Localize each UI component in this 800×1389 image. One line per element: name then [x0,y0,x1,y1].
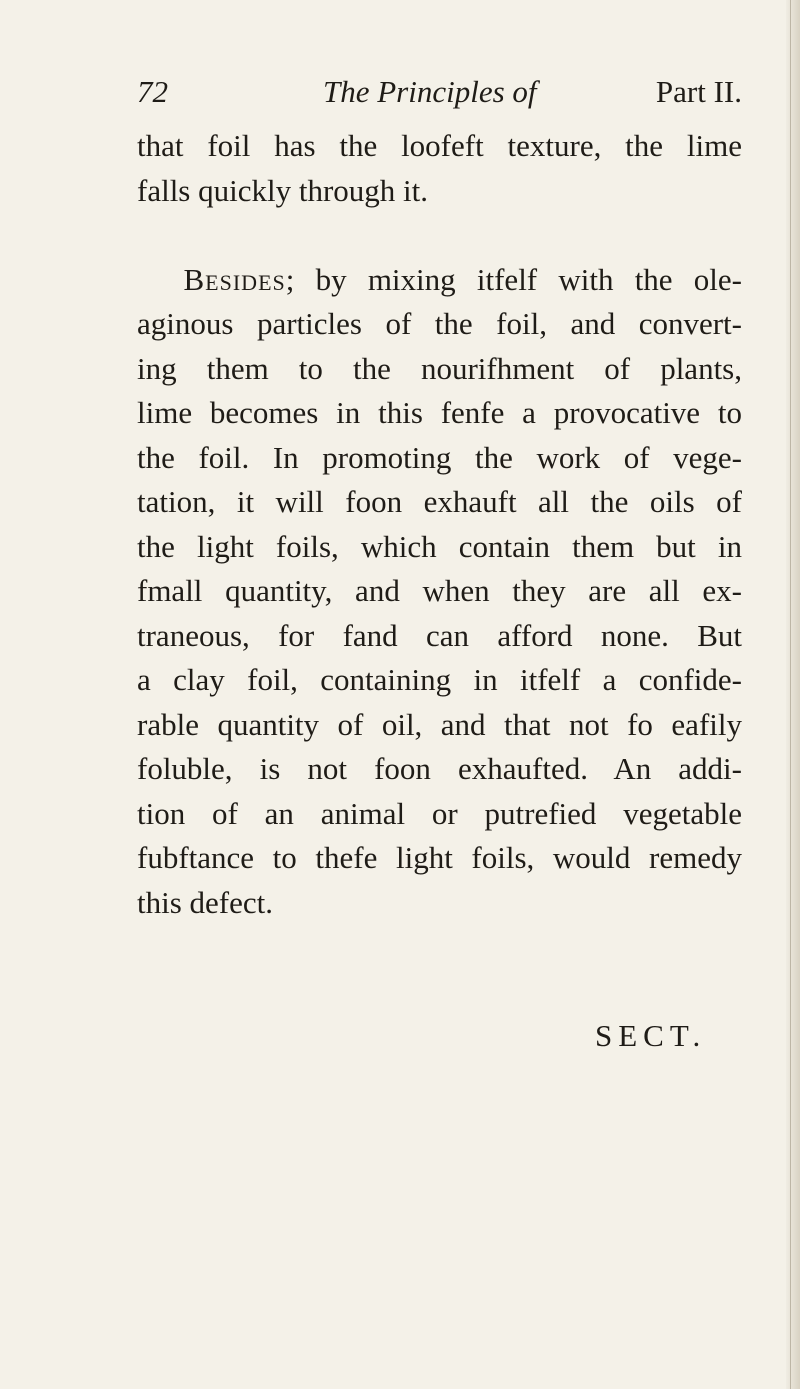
text-line: fmall quantity, and when they are all ex- [137,573,742,608]
text-line [137,258,742,303]
text-line: tation, it will foon exhauft all the oils of [137,484,742,519]
paragraph-lead-rest: ; by mixing itfelf with the ole- [285,261,742,297]
paragraph-gap [137,213,742,258]
text-line: rable quantity of oil, and that not fo eafily [137,706,742,742]
text-line: tion of an animal or putrefied vegetable [137,795,742,831]
running-title: The Principles of [323,74,537,109]
page-edge-line [790,0,791,1389]
running-header [137,74,742,124]
text-line: foluble, is not foon exhaufted. An addi- [137,751,742,786]
text-line: the foil. In promoting the work of vege- [137,439,742,475]
paragraph-lead: Besides [183,261,286,297]
page-edge [786,0,800,1389]
text-line: the light foils, which contain them but in [137,528,742,564]
text-line: a clay foil, containing in itfelf a confide- [137,662,742,697]
text-line: that foil has the loofeft texture, the lime [137,128,742,163]
text-line: this defect. [137,884,274,920]
text-line: traneous, for fand can afford none. But [137,617,742,653]
text-line: lime becomes in this fenfe a provocative to [137,395,742,430]
body-text [137,124,742,925]
catchword: SECT. [595,1018,707,1053]
text-line: aginous particles of the foil, and convert- [137,306,742,341]
text-line: ing them to the nourifhment of plants, [137,350,742,386]
text-line: fubftance to thefe light foils, would remedy [137,840,742,875]
text-line: falls quickly through it. [137,172,429,208]
part-label: Part II. [655,74,742,109]
page-number: 72 [137,74,168,109]
